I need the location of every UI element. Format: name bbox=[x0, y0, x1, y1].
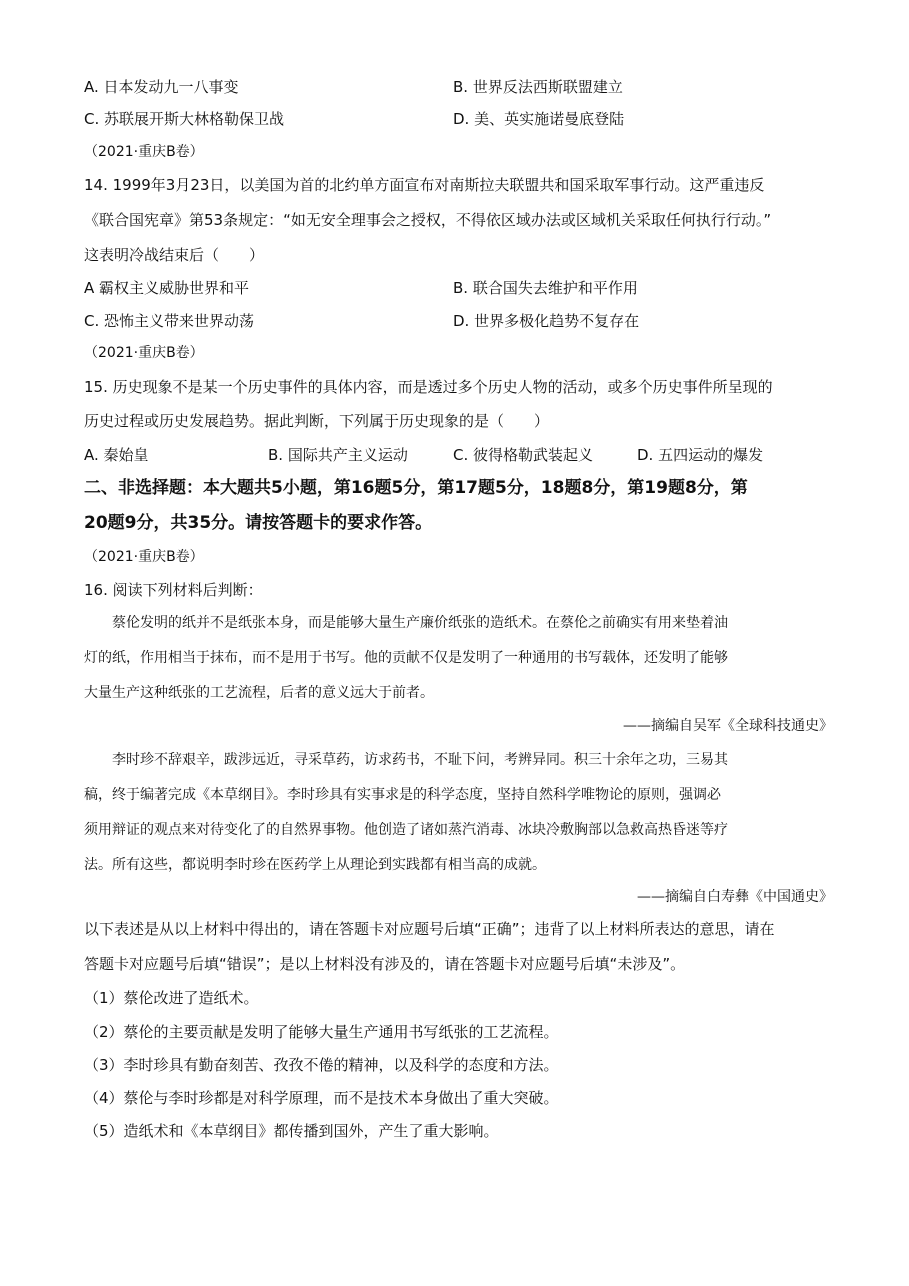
q13-option-c: C. 苏联展开斯大林格勒保卫战 bbox=[84, 110, 285, 128]
q16-statement-5: （5）造纸术和《本草纲目》都传播到国外，产生了重大影响。 bbox=[84, 1122, 499, 1140]
q16-source: （2021·重庆B卷） bbox=[84, 549, 204, 565]
q13-option-b: B. 世界反法西斯联盟建立 bbox=[453, 78, 623, 96]
q15-option-d: D. 五四运动的爆发 bbox=[637, 446, 764, 464]
material1-line: 大量生产这种纸张的工艺流程，后者的意义远大于前者。 bbox=[84, 685, 434, 701]
q14-source: （2021·重庆B卷） bbox=[84, 144, 204, 160]
material2-attribution: ——摘编自白寿彝《中国通史》 bbox=[637, 889, 833, 905]
q16-instruction-line: 答题卡对应题号后填“错误”；是以上材料没有涉及的，请在答题卡对应题号后填“未涉及”。 bbox=[84, 955, 686, 973]
q13-option-a: A. 日本发动九一八事变 bbox=[84, 78, 239, 96]
q16-statement-4: （4）蔡伦与李时珍都是对科学原理，而不是技术本身做出了重大突破。 bbox=[84, 1089, 559, 1107]
q16-stem: 16. 阅读下列材料后判断： bbox=[84, 581, 263, 599]
q16-statement-2: （2）蔡伦的主要贡献是发明了能够大量生产通用书写纸张的工艺流程。 bbox=[84, 1023, 559, 1041]
q16-statement-3: （3）李时珍具有勤奋刻苦、孜孜不倦的精神，以及科学的态度和方法。 bbox=[84, 1056, 559, 1074]
q14-stem-line1: 14. 1999年3月23日，以美国为首的北约单方面宣布对南斯拉夫联盟共和国采取军事行动。这严重违反 bbox=[84, 176, 765, 194]
material2-line: 须用辩证的观点来对待变化了的自然界事物。他创造了诸如蒸汽消毒、冰块冷敷胸部以急救高热昏迷等疗 bbox=[84, 822, 728, 838]
section-heading-line2: 20题9分，共35分。请按答题卡的要求作答。 bbox=[84, 513, 433, 533]
q15-option-b: B. 国际共产主义运动 bbox=[268, 446, 408, 464]
q14-option-b: B. 联合国失去维护和平作用 bbox=[453, 279, 638, 297]
q16-instruction-line: 以下表述是从以上材料中得出的，请在答题卡对应题号后填“正确”；违背了以上材料所表达的意思，请在 bbox=[84, 920, 775, 938]
material2-line: 李时珍不辞艰辛，跋涉远近，寻采草药，访求药书，不耻下问，考辨异同。积三十余年之功，三易其 bbox=[84, 752, 728, 768]
q15-stem-line1: 15. 历史现象不是某一个历史事件的具体内容，而是透过多个历史人物的活动，或多个历史事件所呈现的 bbox=[84, 378, 773, 396]
material1-line: 灯的纸，作用相当于抹布，而不是用于书写。他的贡献不仅是发明了一种通用的书写载体，还发明了能够 bbox=[84, 650, 728, 666]
section-heading-line1: 二、非选择题：本大题共5小题，第16题5分，第17题5分，18题8分，第19题8分，第 bbox=[84, 478, 748, 498]
q14-stem-line3: 这表明冷战结束后（ ） bbox=[84, 246, 265, 264]
material2-line: 法。所有这些，都说明李时珍在医药学上从理论到实践都有相当高的成就。 bbox=[84, 857, 546, 873]
material1-attribution: ——摘编自吴军《全球科技通史》 bbox=[623, 718, 833, 734]
q15-option-c: C. 彼得格勒武装起义 bbox=[453, 446, 594, 464]
q15-source: （2021·重庆B卷） bbox=[84, 345, 204, 361]
material1-line: 蔡伦发明的纸并不是纸张本身，而是能够大量生产廉价纸张的造纸术。在蔡伦之前确实有用来垫着油 bbox=[84, 615, 728, 631]
q14-stem-line2: 《联合国宪章》第53条规定：“如无安全理事会之授权，不得依区域办法或区域机关采取任何执行行动。” bbox=[84, 211, 772, 229]
q15-option-a: A. 秦始皇 bbox=[84, 446, 149, 464]
q14-option-a: A 霸权主义威胁世界和平 bbox=[84, 279, 250, 297]
q13-option-d: D. 美、英实施诺曼底登陆 bbox=[453, 110, 625, 128]
q16-statement-1: （1）蔡伦改进了造纸术。 bbox=[84, 989, 259, 1007]
q15-stem-line2: 历史过程或历史发展趋势。据此判断，下列属于历史现象的是（ ） bbox=[84, 412, 550, 430]
q14-option-c: C. 恐怖主义带来世界动荡 bbox=[84, 312, 255, 330]
q14-option-d: D. 世界多极化趋势不复存在 bbox=[453, 312, 640, 330]
material2-line: 稿，终于编著完成《本草纲目》。李时珍具有实事求是的科学态度，坚持自然科学唯物论的原则，强调必 bbox=[84, 787, 721, 803]
